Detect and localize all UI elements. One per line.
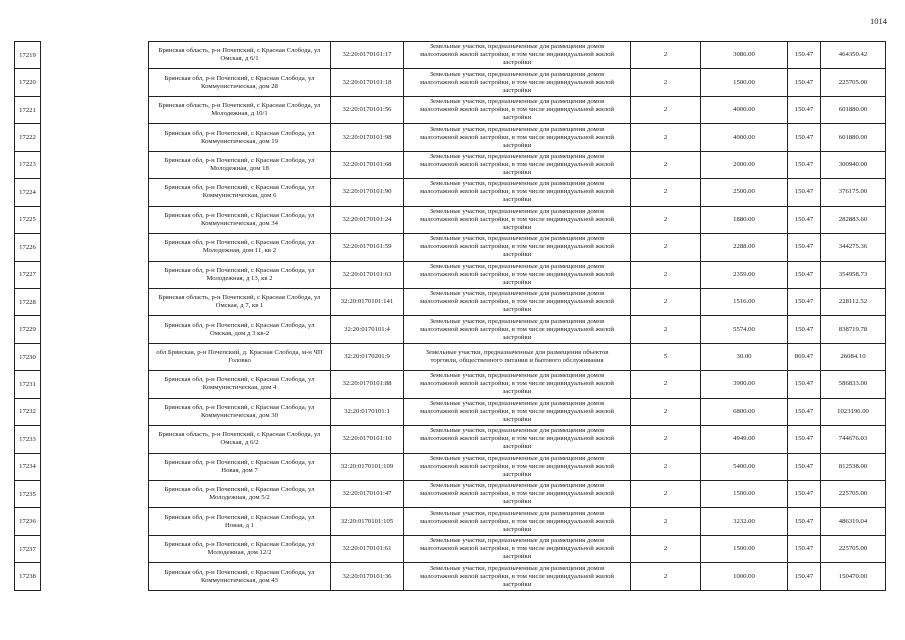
table-row	[149, 563, 886, 590]
row-number-cell: 17223	[15, 152, 41, 179]
rate-cell: 150.47	[788, 454, 821, 480]
land-purpose-cell: Земельные участки, предназначенные для размещения домов малоэтажной жилой застройки, в том числе индивидуальной жилой застройки	[404, 426, 631, 452]
land-purpose-cell: Земельные участки, предназначенные для размещения домов малоэтажной жилой застройки, в том числе индивидуальной жилой застройки	[404, 262, 631, 288]
category-code-cell: 5	[631, 344, 701, 370]
cadastral-number-cell: 32:20:0170101:141	[331, 289, 404, 315]
cadastral-number-cell: 32:20:0170101:36	[331, 563, 404, 589]
address-cell: Брянская обл, р-н Почепский, с Красная Слобода, ул Молодежная, дом 12/2	[149, 536, 331, 562]
cadastral-value-cell: 586833.00	[821, 371, 886, 397]
row-number-cell: 17228	[15, 289, 41, 316]
land-plot-table	[148, 41, 886, 591]
category-code-cell: 2	[631, 207, 701, 233]
category-code-cell: 2	[631, 508, 701, 534]
cadastral-value-cell: 376175.00	[821, 179, 886, 205]
rate-cell: 150.47	[788, 508, 821, 534]
row-number-cell: 17238	[15, 563, 41, 590]
table-row	[149, 234, 886, 261]
table-row	[149, 399, 886, 426]
area-cell: 3086.00	[701, 42, 788, 68]
area-cell: 1500.00	[701, 481, 788, 507]
address-cell: Брянская обл, р-н Почепский, с Красная Слобода, ул Коммунистическая, дом 19	[149, 124, 331, 150]
row-number-cell: 17225	[15, 207, 41, 234]
row-number-cell: 17232	[15, 399, 41, 426]
cadastral-value-cell: 26084.10	[821, 344, 886, 370]
cadastral-value-cell: 344275.36	[821, 234, 886, 260]
address-cell: Брянская обл, р-н Почепский, с Красная Слобода, ул Коммунистическая, дом 43	[149, 563, 331, 589]
row-number-cell: 17234	[15, 454, 41, 481]
area-cell: 3232.00	[701, 508, 788, 534]
cadastral-number-cell: 32:20:0170101:90	[331, 179, 404, 205]
row-number-cell: 17229	[15, 316, 41, 343]
cadastral-value-cell: 354958.73	[821, 262, 886, 288]
cadastral-value-cell: 228112.52	[821, 289, 886, 315]
row-number-column	[14, 41, 41, 591]
row-number-cell: 17219	[15, 42, 41, 69]
cadastral-value-cell: 150470.00	[821, 563, 886, 589]
row-number-cell: 17220	[15, 69, 41, 96]
cadastral-number-cell: 32:20:0170101:1	[331, 399, 404, 425]
cadastral-value-cell: 300940.00	[821, 152, 886, 178]
table-row	[149, 481, 886, 508]
land-purpose-cell: Земельные участки, предназначенные для размещения домов малоэтажной жилой застройки, в том числе индивидуальной жилой застройки	[404, 152, 631, 178]
address-cell: Брянская область, р-н Почепский, с Красная Слобода, ул Омская, д 6/2	[149, 426, 331, 452]
address-cell: Брянская обл, р-н Почепский, с Красная Слобода, ул Коммунистическая, дом 4	[149, 371, 331, 397]
row-number-cell: 17236	[15, 508, 41, 535]
cadastral-value-cell: 812538.00	[821, 454, 886, 480]
area-cell: 2000.00	[701, 152, 788, 178]
area-cell: 1000.00	[701, 563, 788, 589]
rate-cell: 150.47	[788, 316, 821, 342]
area-cell: 4949.00	[701, 426, 788, 452]
cadastral-value-cell: 464350.42	[821, 42, 886, 68]
land-purpose-cell: Земельные участки, предназначенные для размещения домов малоэтажной жилой застройки, в том числе индивидуальной жилой застройки	[404, 289, 631, 315]
area-cell: 3900.00	[701, 371, 788, 397]
category-code-cell: 2	[631, 69, 701, 95]
category-code-cell: 2	[631, 179, 701, 205]
table-row	[149, 454, 886, 481]
category-code-cell: 2	[631, 399, 701, 425]
cadastral-number-cell: 32:20:0170101:17	[331, 42, 404, 68]
land-purpose-cell: Земельные участки, предназначенные для размещения домов малоэтажной жилой застройки, в том числе индивидуальной жилой застройки	[404, 563, 631, 589]
cadastral-value-cell: 225705.00	[821, 69, 886, 95]
area-cell: 4000.00	[701, 97, 788, 123]
address-cell: Брянская обл, р-н Почепский, с Красная Слобода, ул Молодежная, д 13, кв 2	[149, 262, 331, 288]
cadastral-number-cell: 32:20:0170101:4	[331, 316, 404, 342]
address-cell: Брянская обл, р-н Почепский, с Красная Слобода, ул Молодежная, дом 11, кв 2	[149, 234, 331, 260]
area-cell: 1880.00	[701, 207, 788, 233]
page-number: 1014	[870, 16, 887, 26]
table-row	[149, 69, 886, 96]
category-code-cell: 2	[631, 316, 701, 342]
category-code-cell: 2	[631, 289, 701, 315]
area-cell: 4000.00	[701, 124, 788, 150]
cadastral-value-cell: 601880.00	[821, 124, 886, 150]
land-purpose-cell: Земельные участки, предназначенные для размещения домов малоэтажной жилой застройки, в том числе индивидуальной жилой застройки	[404, 207, 631, 233]
area-cell: 1500.00	[701, 536, 788, 562]
cadastral-number-cell: 32:20:0170101:109	[331, 454, 404, 480]
address-cell: Брянская обл, р-н Почепский, с Красная Слобода, ул Коммунистическая, дом 6	[149, 179, 331, 205]
cadastral-number-cell: 32:20:0170101:61	[331, 536, 404, 562]
table-row	[149, 42, 886, 69]
land-purpose-cell: Земельные участки, предназначенные для размещения домов малоэтажной жилой застройки, в том числе индивидуальной жилой застройки	[404, 97, 631, 123]
address-cell: обл Брянская, р-н Почепский, д. Красная Слобода, м-н ЧП Головко	[149, 344, 331, 370]
category-code-cell: 2	[631, 42, 701, 68]
cadastral-number-cell: 32:20:0170101:98	[331, 124, 404, 150]
table-row	[149, 316, 886, 343]
area-cell: 6800.00	[701, 399, 788, 425]
land-purpose-cell: Земельные участки, предназначенные для размещения домов малоэтажной жилой застройки, в том числе индивидуальной жилой застройки	[404, 399, 631, 425]
rate-cell: 150.47	[788, 207, 821, 233]
rate-cell: 869.47	[788, 344, 821, 370]
cadastral-number-cell: 32:20:0170101:18	[331, 69, 404, 95]
row-number-cell: 17231	[15, 371, 41, 398]
cadastral-number-cell: 32:20:0170101:10	[331, 426, 404, 452]
address-cell: Брянская область, р-н Почепский, с Красная Слобода, ул Омская, д 7, кв 1	[149, 289, 331, 315]
area-cell: 2359.00	[701, 262, 788, 288]
cadastral-number-cell: 32:20:0170101:59	[331, 234, 404, 260]
area-cell: 2288.00	[701, 234, 788, 260]
rate-cell: 150.47	[788, 234, 821, 260]
address-cell: Брянская обл, р-н Почепский, с Красная Слобода, ул Молодежная, дом 5/2	[149, 481, 331, 507]
land-purpose-cell: Земельные участки, предназначенные для размещения домов малоэтажной жилой застройки, в том числе индивидуальной жилой застройки	[404, 481, 631, 507]
land-purpose-cell: Земельные участки, предназначенные для размещения домов малоэтажной жилой застройки, в том числе индивидуальной жилой застройки	[404, 234, 631, 260]
cadastral-number-cell: 32:20:0170101:88	[331, 371, 404, 397]
rate-cell: 150.47	[788, 124, 821, 150]
land-purpose-cell: Земельные участки, предназначенные для размещения домов малоэтажной жилой застройки, в том числе индивидуальной жилой застройки	[404, 508, 631, 534]
row-number-cell: 17222	[15, 124, 41, 151]
rate-cell: 150.47	[788, 97, 821, 123]
cadastral-value-cell: 225705.00	[821, 536, 886, 562]
table-row	[149, 371, 886, 398]
table-row	[149, 97, 886, 124]
category-code-cell: 2	[631, 371, 701, 397]
cadastral-number-cell: 32:20:0170201:9	[331, 344, 404, 370]
address-cell: Брянская обл, р-н Почепский, с Красная Слобода, ул Омская, дом д 3 кв-2	[149, 316, 331, 342]
cadastral-value-cell: 601880.00	[821, 97, 886, 123]
category-code-cell: 2	[631, 124, 701, 150]
land-purpose-cell: Земельные участки, предназначенные для размещения домов малоэтажной жилой застройки, в том числе индивидуальной жилой застройки	[404, 454, 631, 480]
category-code-cell: 2	[631, 97, 701, 123]
category-code-cell: 2	[631, 454, 701, 480]
address-cell: Брянская обл, р-н Почепский, с Красная Слобода, ул Молодежная, дом 18	[149, 152, 331, 178]
cadastral-number-cell: 32:20:0170101:68	[331, 152, 404, 178]
rate-cell: 150.47	[788, 262, 821, 288]
category-code-cell: 2	[631, 563, 701, 589]
cadastral-number-cell: 32:20:0170101:24	[331, 207, 404, 233]
land-purpose-cell: Земельные участки, предназначенные для размещения домов малоэтажной жилой застройки, в том числе индивидуальной жилой застройки	[404, 124, 631, 150]
category-code-cell: 2	[631, 481, 701, 507]
category-code-cell: 2	[631, 262, 701, 288]
land-purpose-cell: Земельные участки, предназначенные для размещения домов малоэтажной жилой застройки, в том числе индивидуальной жилой застройки	[404, 316, 631, 342]
row-number-cell: 17224	[15, 179, 41, 206]
row-number-cell: 17227	[15, 262, 41, 289]
cadastral-value-cell: 744676.03	[821, 426, 886, 452]
land-purpose-cell: Земельные участки, предназначенные для размещения домов малоэтажной жилой застройки, в том числе индивидуальной жилой застройки	[404, 371, 631, 397]
rate-cell: 150.47	[788, 179, 821, 205]
row-number-cell: 17233	[15, 426, 41, 453]
row-number-cell: 17226	[15, 234, 41, 261]
table-row	[149, 179, 886, 206]
row-number-cell: 17230	[15, 344, 41, 371]
row-number-cell: 17237	[15, 536, 41, 563]
rate-cell: 150.47	[788, 69, 821, 95]
address-cell: Брянская область, р-н Почепский, с Красная Слобода, ул Омская, д 6/1	[149, 42, 331, 68]
cadastral-number-cell: 32:20:0170101:63	[331, 262, 404, 288]
table-row	[149, 536, 886, 563]
area-cell: 1500.00	[701, 69, 788, 95]
address-cell: Брянская обл, р-н Почепский, с Красная Слобода, ул Коммунистическая, дом 30	[149, 399, 331, 425]
rate-cell: 150.47	[788, 399, 821, 425]
table-row	[149, 508, 886, 535]
table-row	[149, 152, 886, 179]
rate-cell: 150.47	[788, 289, 821, 315]
address-cell: Брянская обл, р-н Почепский, с Красная Слобода, ул Коммунистическая, дом 28	[149, 69, 331, 95]
category-code-cell: 2	[631, 536, 701, 562]
table-row	[149, 262, 886, 289]
cadastral-number-cell: 32:20:0170101:56	[331, 97, 404, 123]
land-purpose-cell: Земельные участки, предназначенные для размещения домов малоэтажной жилой застройки, в том числе индивидуальной жилой застройки	[404, 536, 631, 562]
land-purpose-cell: Земельные участки, предназначенные для размещения объектов торговли, общественного питания и бытового обслуживания	[404, 344, 631, 370]
table-row	[149, 426, 886, 453]
cadastral-value-cell: 1023196.00	[821, 399, 886, 425]
rate-cell: 150.47	[788, 42, 821, 68]
area-cell: 2500.00	[701, 179, 788, 205]
rate-cell: 150.47	[788, 152, 821, 178]
category-code-cell: 2	[631, 152, 701, 178]
table-row	[149, 124, 886, 151]
rate-cell: 150.47	[788, 426, 821, 452]
address-cell: Брянская обл, р-н Почепский, с Красная Слобода, ул Новая, дом 7	[149, 454, 331, 480]
rate-cell: 150.47	[788, 481, 821, 507]
address-cell: Брянская обл, р-н Почепский, с Красная Слобода, ул Коммунистическая, дом 34	[149, 207, 331, 233]
row-number-cell: 17221	[15, 97, 41, 124]
table-row	[149, 344, 886, 371]
table-row	[149, 207, 886, 234]
area-cell: 5574.00	[701, 316, 788, 342]
cadastral-value-cell: 282883.60	[821, 207, 886, 233]
cadastral-value-cell: 486319.04	[821, 508, 886, 534]
cadastral-number-cell: 32:20:0170101:105	[331, 508, 404, 534]
category-code-cell: 2	[631, 426, 701, 452]
rate-cell: 150.47	[788, 371, 821, 397]
land-purpose-cell: Земельные участки, предназначенные для размещения домов малоэтажной жилой застройки, в том числе индивидуальной жилой застройки	[404, 42, 631, 68]
land-purpose-cell: Земельные участки, предназначенные для размещения домов малоэтажной жилой застройки, в том числе индивидуальной жилой застройки	[404, 179, 631, 205]
cadastral-number-cell: 32:20:0170101:47	[331, 481, 404, 507]
rate-cell: 150.47	[788, 536, 821, 562]
row-number-cell: 17235	[15, 481, 41, 508]
land-purpose-cell: Земельные участки, предназначенные для размещения домов малоэтажной жилой застройки, в том числе индивидуальной жилой застройки	[404, 69, 631, 95]
address-cell: Брянская область, р-н Почепский, с Красная Слобода, ул Молодежная, д 10/1	[149, 97, 331, 123]
area-cell: 30.00	[701, 344, 788, 370]
area-cell: 1516.00	[701, 289, 788, 315]
category-code-cell: 2	[631, 234, 701, 260]
table-row	[149, 289, 886, 316]
cadastral-value-cell: 838719.78	[821, 316, 886, 342]
area-cell: 5400.00	[701, 454, 788, 480]
cadastral-value-cell: 225705.00	[821, 481, 886, 507]
rate-cell: 150.47	[788, 563, 821, 589]
address-cell: Брянская обл, р-н Почепский, с Красная Слобода, ул Новая, д 1	[149, 508, 331, 534]
